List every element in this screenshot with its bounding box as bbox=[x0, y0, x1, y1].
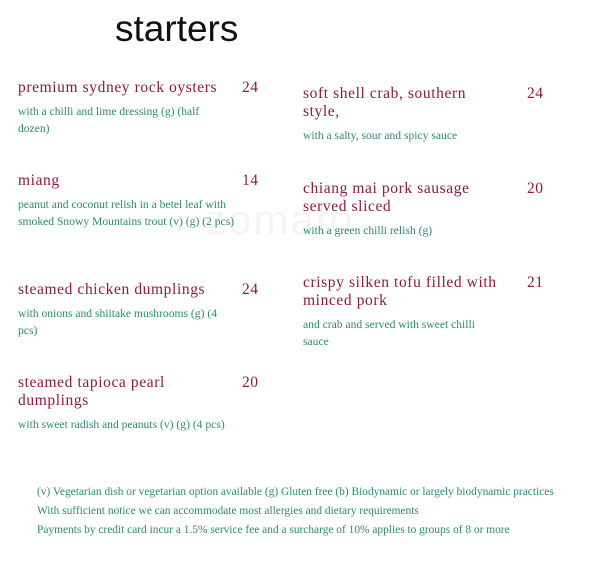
menu-item-description: with a chilli and lime dressing (g) (half dozen) bbox=[18, 105, 200, 135]
footer-notes bbox=[37, 483, 554, 540]
menu-item-description: with sweet radish and peanuts (v) (g) (4 pcs) bbox=[18, 418, 225, 431]
menu-item-name: chiang mai pork sausage served sliced bbox=[303, 180, 470, 215]
menu-item-name: soft shell crab, southern style, bbox=[303, 85, 467, 120]
menu-item-price: 24 bbox=[242, 281, 259, 298]
menu-item-name: miang bbox=[18, 172, 60, 189]
page-title: starters bbox=[115, 8, 239, 49]
menu-item-name: steamed chicken dumplings bbox=[18, 281, 206, 298]
menu-item-name: premium sydney rock oysters bbox=[18, 79, 218, 96]
allergy-note: With sufficient notice we can accommodate most allergies and dietary requirements bbox=[37, 505, 419, 517]
menu-item-price: 24 bbox=[527, 85, 544, 102]
menu-item bbox=[303, 274, 548, 350]
menu-item-price: 21 bbox=[527, 274, 544, 291]
menu-item-name: steamed tapioca pearl dumplings bbox=[18, 374, 165, 409]
menu-item-price: 20 bbox=[527, 180, 544, 197]
menu-item bbox=[18, 79, 268, 137]
menu-item bbox=[18, 374, 268, 433]
menu-item bbox=[18, 172, 268, 230]
menu-item-price: 14 bbox=[242, 172, 259, 189]
dietary-legend: (v) Vegetarian dish or vegetarian option available (g) Gluten free (b) Biodynamic or largely biodynamic practices bbox=[37, 486, 554, 498]
menu-item-description: peanut and coconut relish in a betel leaf with smoked Snowy Mountains trout (v) (g) (2 pcs) bbox=[18, 198, 235, 228]
menu-item-price: 24 bbox=[242, 79, 259, 96]
menu-item bbox=[303, 180, 548, 239]
menu-item bbox=[18, 281, 268, 339]
payment-note: Payments by credit card incur a 1.5% service fee and a surcharge of 10% applies to groups of 8 or more bbox=[37, 524, 510, 536]
menu-item-description: with onions and shiitake mushrooms (g) (4 pcs) bbox=[18, 307, 218, 337]
menu-item bbox=[303, 85, 548, 144]
menu-item-price: 20 bbox=[242, 374, 259, 391]
menu-item-description: with a green chilli relish (g) bbox=[303, 224, 433, 237]
menu-item-description: with a salty, sour and spicy sauce bbox=[303, 129, 458, 142]
menu-item-name: crispy silken tofu filled with minced pork bbox=[303, 274, 497, 309]
menu-item-description: and crab and served with sweet chilli sauce bbox=[303, 318, 475, 348]
